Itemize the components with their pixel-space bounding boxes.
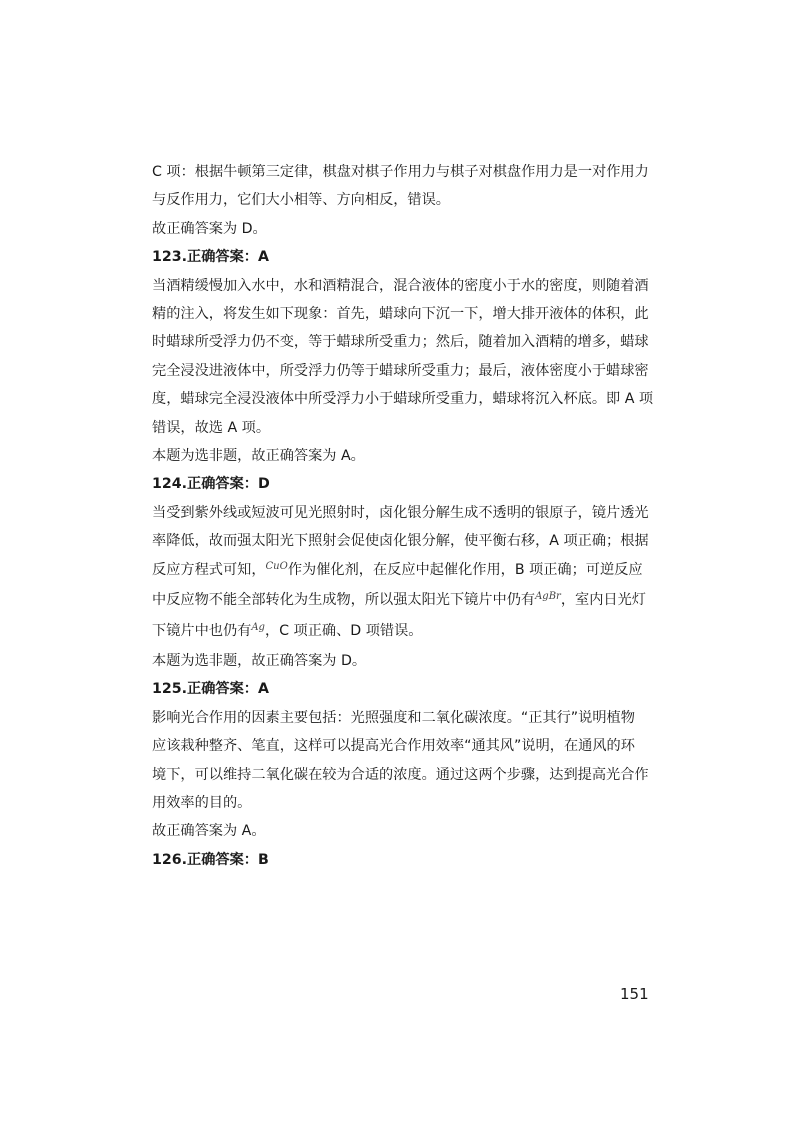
q124-line-3: 反应方程式可知，$^{CuO}$作为催化剂，在反应中起催化作用，B 项正确；可逆反应 (152, 560, 643, 578)
q123-title: 123.正确答案：A (152, 249, 269, 266)
q124-explanation: 当受到紫外线或短波可见光照射时，卤化银分解生成不透明的银原子，镜片透光 率降低，故而强太阳光下照射会促使卤化银分解，使平衡右移，A 项正确；根据 反应方程式可知，$^{CuO}$作为催化剂，在反应中起催化作用，B 项正确；可逆反应 中反应物不能全部转化为生成物，所以强太阳光下镜片中仍有$^{AgBr}$，室内日光灯 下镜片中也仍有$^{Ag}$，C 项正确、D 项错误。 (152, 499, 652, 647)
q126-title: 126.正确答案：B (152, 851, 269, 868)
q124-line-4: 中反应物不能全部转化为生成物，所以强太阳光下镜片中仍有$^{AgBr}$，室内日光灯 (152, 591, 646, 609)
formula-ag: Ag (251, 621, 265, 633)
q124-line-5: 下镜片中也仍有$^{Ag}$，C 项正确、D 项错误。 (152, 621, 423, 639)
q124-title: 124.正确答案：D (152, 476, 270, 493)
page-content (152, 158, 652, 874)
q125-title: 125.正确答案：A (152, 681, 269, 698)
formula-cuo: CuO (265, 560, 288, 572)
c-item-explanation: C 项：根据牛顿第三定律，棋盘对棋子作用力与棋子对棋盘作用力是一对作用力 与反作用力，它们大小相等、方向相反，错误。 (152, 164, 649, 209)
q123-answer: 本题为选非题，故正确答案为 A。 (152, 448, 365, 465)
q124-answer: 本题为选非题，故正确答案为 D。 (152, 652, 367, 669)
q125-explanation: 影响光合作用的因素主要包括：光照强度和二氧化碳浓度。“正其行”说明植物 应该栽种整齐、笔直，这样可以提高光合作用效率“通其风”说明，在通风的环 境下，可以维持二氧化碳在较为合适的浓度。通过这两个步骤，达到提高光合作 用效率的目的。 (152, 709, 649, 811)
formula-agbr: AgBr (535, 591, 561, 603)
answer-122: 故正确答案为 D。 (152, 220, 267, 237)
q125-answer: 故正确答案为 A。 (152, 823, 266, 840)
q123-explanation: 当酒精缓慢加入水中，水和酒精混合，混合液体的密度小于水的密度，则随着酒 精的注入，将发生如下现象：首先，蜡球向下沉一下，增大排开液体的体积，此 时蜡球所受浮力仍不变，等于蜡球所受重力；然后，随着加入酒精的增多，蜡球 完全浸没进液体中，所受浮力仍等于蜡球所受重力；最后，液体密度小于蜡球密 度，蜡球完全浸没液体中所受浮力小于蜡球所受重力，蜡球将沉入杯底。即 A 项 错误，故选 A 项。 (152, 277, 654, 436)
page-number: 151 (620, 985, 649, 1003)
